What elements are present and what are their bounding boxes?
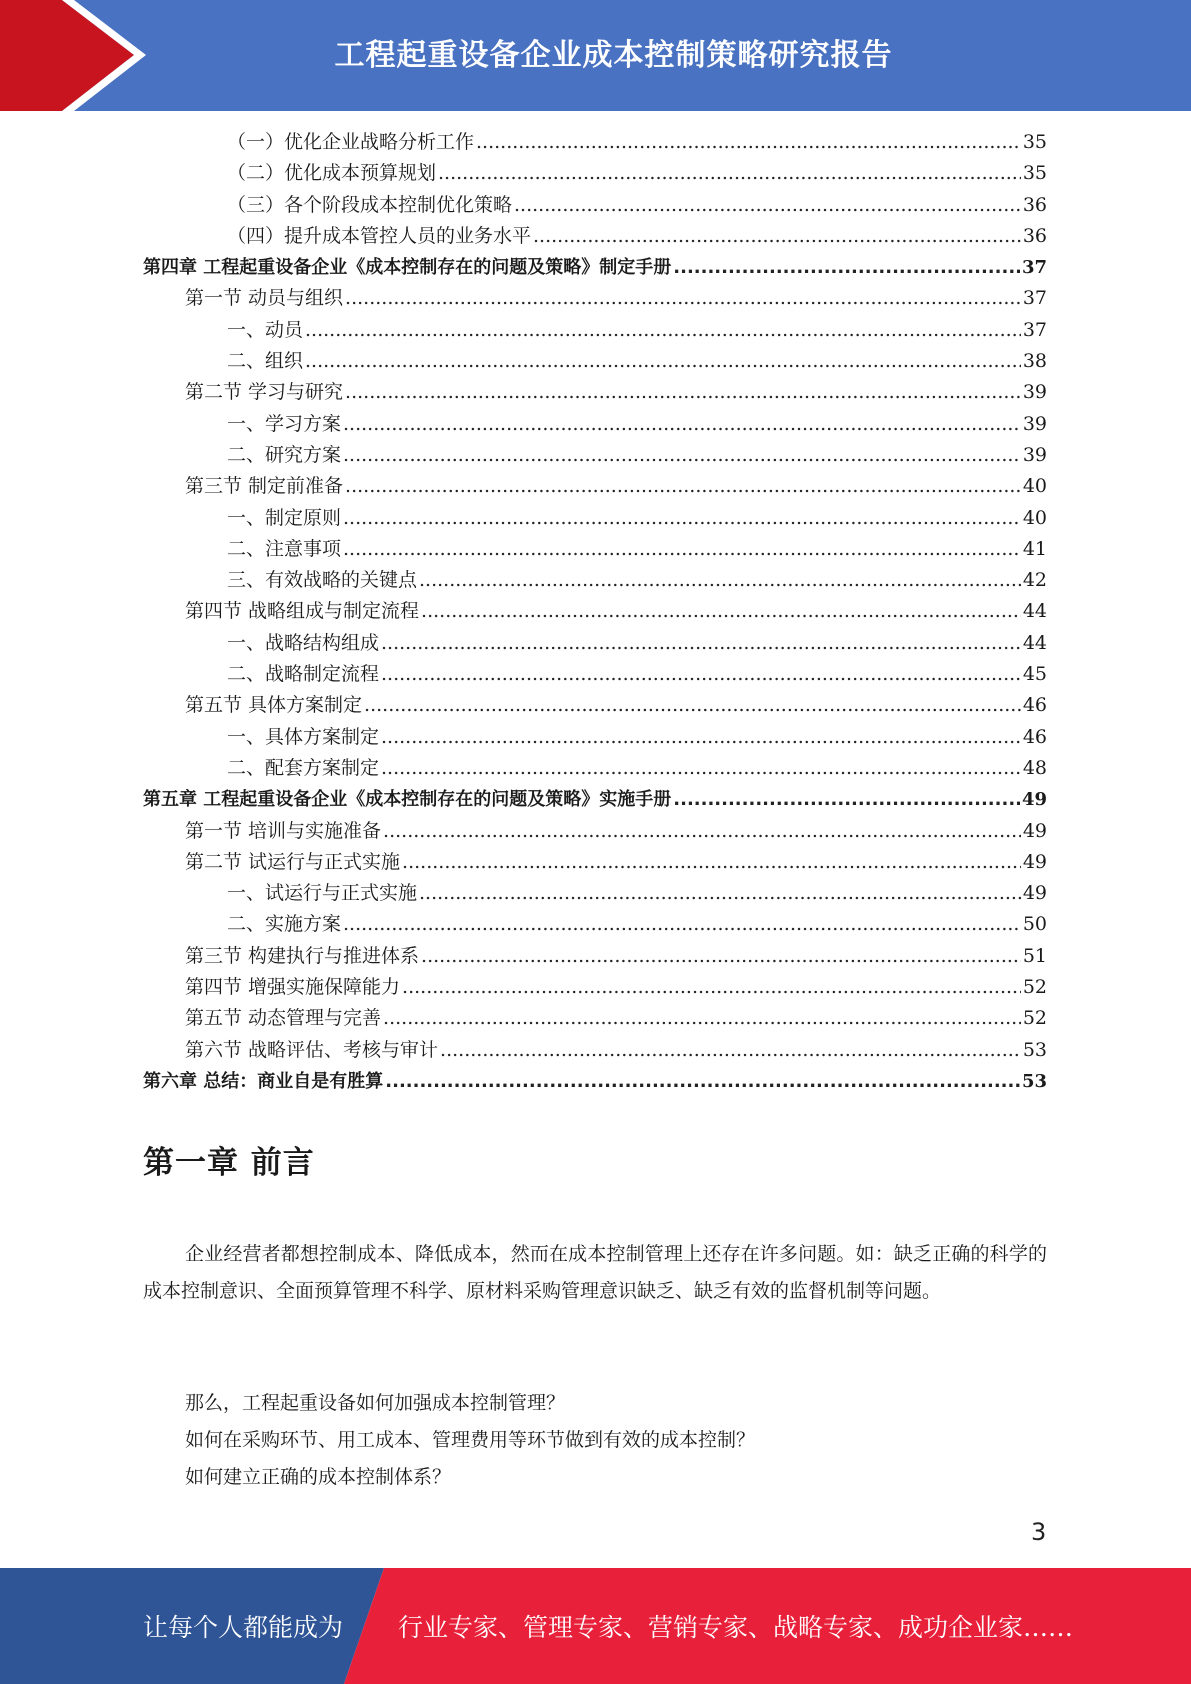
question-item: 如何建立正确的成本控制体系？	[185, 1466, 452, 1488]
question-list	[185, 1385, 755, 1496]
toc-entry-page: 36	[1022, 224, 1047, 247]
toc-entry-page: 38	[1022, 350, 1047, 373]
toc-entry[interactable]	[143, 534, 1047, 565]
toc-entry[interactable]	[143, 1066, 1047, 1097]
intro-paragraph: 企业经营者都想控制成本、降低成本，然而在成本控制管理上还存在许多问题。如：缺乏正确的科学的成本控制意识、全面预算管理不科学、原材料采购管理意识缺乏、缺乏有效的监督机制等问题。	[143, 1243, 1047, 1302]
toc-entry-page: 44	[1022, 600, 1047, 623]
toc-entry-title: 第五节 具体方案制定	[185, 694, 363, 717]
toc-dot-leader	[440, 1035, 1021, 1066]
toc-entry[interactable]	[143, 503, 1047, 534]
page-footer	[0, 1568, 1191, 1684]
table-of-contents	[143, 127, 1047, 1097]
toc-entry-page: 36	[1022, 193, 1047, 216]
toc-entry-page: 49	[1022, 850, 1047, 873]
toc-dot-leader	[402, 847, 1021, 878]
chapter-heading: 第一章 前言	[143, 1145, 315, 1181]
toc-dot-leader	[345, 283, 1021, 314]
toc-entry-title: 一、学习方案	[227, 412, 342, 435]
toc-entry-title: 第三节 构建执行与推进体系	[185, 944, 420, 967]
toc-entry[interactable]	[143, 221, 1047, 252]
toc-entry[interactable]	[143, 409, 1047, 440]
toc-dot-leader	[419, 878, 1021, 909]
toc-entry[interactable]	[143, 1035, 1047, 1066]
toc-entry-page: 49	[1022, 882, 1047, 905]
toc-entry-title: 第四节 战略组成与制定流程	[185, 600, 420, 623]
toc-entry-page: 48	[1022, 756, 1047, 779]
toc-dot-leader	[305, 346, 1021, 377]
toc-dot-leader	[345, 471, 1021, 502]
toc-entry-title: 一、试运行与正式实施	[227, 882, 418, 905]
toc-entry-page: 35	[1022, 162, 1047, 185]
toc-entry-title: （三）各个阶段成本控制优化策略	[227, 193, 513, 216]
toc-entry[interactable]	[143, 972, 1047, 1003]
toc-entry-title: 第六章 总结：商业自是有胜算	[143, 1070, 384, 1092]
toc-dot-leader	[343, 409, 1021, 440]
toc-entry-title: （四）提升成本管控人员的业务水平	[227, 224, 532, 247]
toc-entry-page: 42	[1022, 569, 1047, 592]
footer-slogan: 让每个人都能成为	[143, 1613, 344, 1642]
toc-entry[interactable]	[143, 722, 1047, 753]
toc-entry-title: 第二节 学习与研究	[185, 381, 344, 404]
toc-entry[interactable]	[143, 377, 1047, 408]
toc-entry-title: 一、制定原则	[227, 506, 342, 529]
toc-entry-title: 二、配套方案制定	[227, 756, 380, 779]
footer-roles: 行业专家、管理专家、营销专家、战略专家、成功企业家……	[398, 1613, 1074, 1642]
toc-entry[interactable]	[143, 565, 1047, 596]
toc-entry[interactable]	[143, 127, 1047, 158]
toc-dot-leader	[421, 941, 1021, 972]
toc-dot-leader	[402, 972, 1021, 1003]
toc-entry[interactable]	[143, 847, 1047, 878]
toc-entry-page: 40	[1022, 475, 1047, 498]
toc-entry-page: 37	[1022, 318, 1047, 341]
toc-dot-leader	[673, 784, 1020, 815]
toc-entry-title: 第三节 制定前准备	[185, 475, 344, 498]
toc-entry-title: 二、研究方案	[227, 443, 342, 466]
toc-entry-page: 41	[1022, 537, 1047, 560]
toc-entry[interactable]	[143, 252, 1047, 283]
toc-entry-page: 52	[1022, 1007, 1047, 1030]
toc-entry-page: 39	[1022, 381, 1047, 404]
toc-dot-leader	[381, 722, 1021, 753]
toc-entry-title: 第二节 试运行与正式实施	[185, 850, 401, 873]
toc-dot-leader	[305, 315, 1021, 346]
toc-dot-leader	[364, 690, 1021, 721]
toc-entry[interactable]	[143, 628, 1047, 659]
toc-entry[interactable]	[143, 784, 1047, 815]
toc-entry-title: （二）优化成本预算规划	[227, 162, 437, 185]
toc-entry[interactable]	[143, 190, 1047, 221]
toc-entry[interactable]	[143, 283, 1047, 314]
toc-entry[interactable]	[143, 596, 1047, 627]
toc-entry[interactable]	[143, 1003, 1047, 1034]
page-number: 3	[1031, 1518, 1047, 1546]
toc-entry[interactable]	[143, 315, 1047, 346]
toc-entry-page: 53	[1021, 1070, 1047, 1092]
question-item: 那么，工程起重设备如何加强成本控制管理？	[185, 1392, 566, 1414]
header-title: 工程起重设备企业成本控制策略研究报告	[334, 38, 893, 73]
toc-entry-title: 二、实施方案	[227, 913, 342, 936]
toc-entry-page: 37	[1022, 287, 1047, 310]
toc-entry-title: 三、有效战略的关键点	[227, 569, 418, 592]
toc-entry-page: 35	[1022, 131, 1047, 153]
toc-entry-page: 40	[1022, 506, 1047, 529]
toc-entry-title: 第五章 工程起重设备企业《成本控制存在的问题及策略》实施手册	[143, 789, 672, 811]
toc-entry-title: 第四章 工程起重设备企业《成本控制存在的问题及策略》制定手册	[143, 257, 672, 279]
toc-dot-leader	[343, 440, 1021, 471]
toc-dot-leader	[383, 1003, 1021, 1034]
toc-entry-title: （一）优化企业战略分析工作	[227, 131, 475, 153]
toc-dot-leader	[514, 190, 1021, 221]
toc-entry-page: 49	[1021, 789, 1047, 811]
toc-dot-leader	[381, 659, 1021, 690]
toc-entry-page: 51	[1022, 944, 1047, 967]
toc-dot-leader	[345, 377, 1021, 408]
page-header	[0, 0, 1191, 111]
toc-entry-title: 二、组织	[227, 350, 304, 373]
toc-dot-leader	[438, 158, 1021, 189]
toc-entry-page: 39	[1022, 412, 1047, 435]
question-item: 如何在采购环节、用工成本、管理费用等环节做到有效的成本控制？	[185, 1429, 756, 1451]
toc-entry[interactable]	[143, 471, 1047, 502]
toc-entry-page: 39	[1022, 443, 1047, 466]
toc-dot-leader	[381, 628, 1021, 659]
toc-entry[interactable]	[143, 753, 1047, 784]
toc-entry[interactable]	[143, 941, 1047, 972]
toc-dot-leader	[533, 221, 1021, 252]
toc-entry-title: 第六节 战略评估、考核与审计	[185, 1038, 439, 1061]
toc-entry-title: 第一节 培训与实施准备	[185, 819, 382, 842]
toc-entry-page: 46	[1022, 694, 1047, 717]
toc-entry-title: 二、战略制定流程	[227, 663, 380, 686]
toc-entry-page: 37	[1021, 257, 1047, 279]
toc-entry-page: 52	[1022, 976, 1047, 999]
toc-entry-title: 二、注意事项	[227, 537, 342, 560]
toc-dot-leader	[421, 596, 1021, 627]
toc-entry-page: 44	[1022, 631, 1047, 654]
toc-dot-leader	[381, 753, 1021, 784]
toc-entry-title: 一、战略结构组成	[227, 631, 380, 654]
toc-entry-title: 一、具体方案制定	[227, 725, 380, 748]
toc-entry[interactable]	[143, 440, 1047, 471]
toc-entry[interactable]	[143, 346, 1047, 377]
toc-dot-leader	[385, 1066, 1020, 1097]
toc-dot-leader	[419, 565, 1021, 596]
toc-dot-leader	[673, 252, 1020, 283]
toc-entry-title: 第一节 动员与组织	[185, 287, 344, 310]
toc-dot-leader	[383, 816, 1021, 847]
toc-entry[interactable]	[143, 158, 1047, 189]
toc-entry-title: 第五节 动态管理与完善	[185, 1007, 382, 1030]
toc-dot-leader	[343, 503, 1021, 534]
toc-dot-leader	[476, 127, 1021, 158]
toc-entry-title: 一、动员	[227, 318, 304, 341]
toc-entry-page: 50	[1022, 913, 1047, 936]
toc-entry-page: 46	[1022, 725, 1047, 748]
toc-entry[interactable]	[143, 690, 1047, 721]
toc-entry-page: 49	[1022, 819, 1047, 842]
toc-entry[interactable]	[143, 816, 1047, 847]
toc-dot-leader	[343, 534, 1021, 565]
toc-entry[interactable]	[143, 659, 1047, 690]
toc-entry[interactable]	[143, 878, 1047, 909]
toc-entry-page: 45	[1022, 663, 1047, 686]
toc-entry-title: 第四节 增强实施保障能力	[185, 976, 401, 999]
toc-dot-leader	[343, 909, 1021, 940]
toc-entry-page: 53	[1022, 1038, 1047, 1061]
toc-entry[interactable]	[143, 909, 1047, 940]
